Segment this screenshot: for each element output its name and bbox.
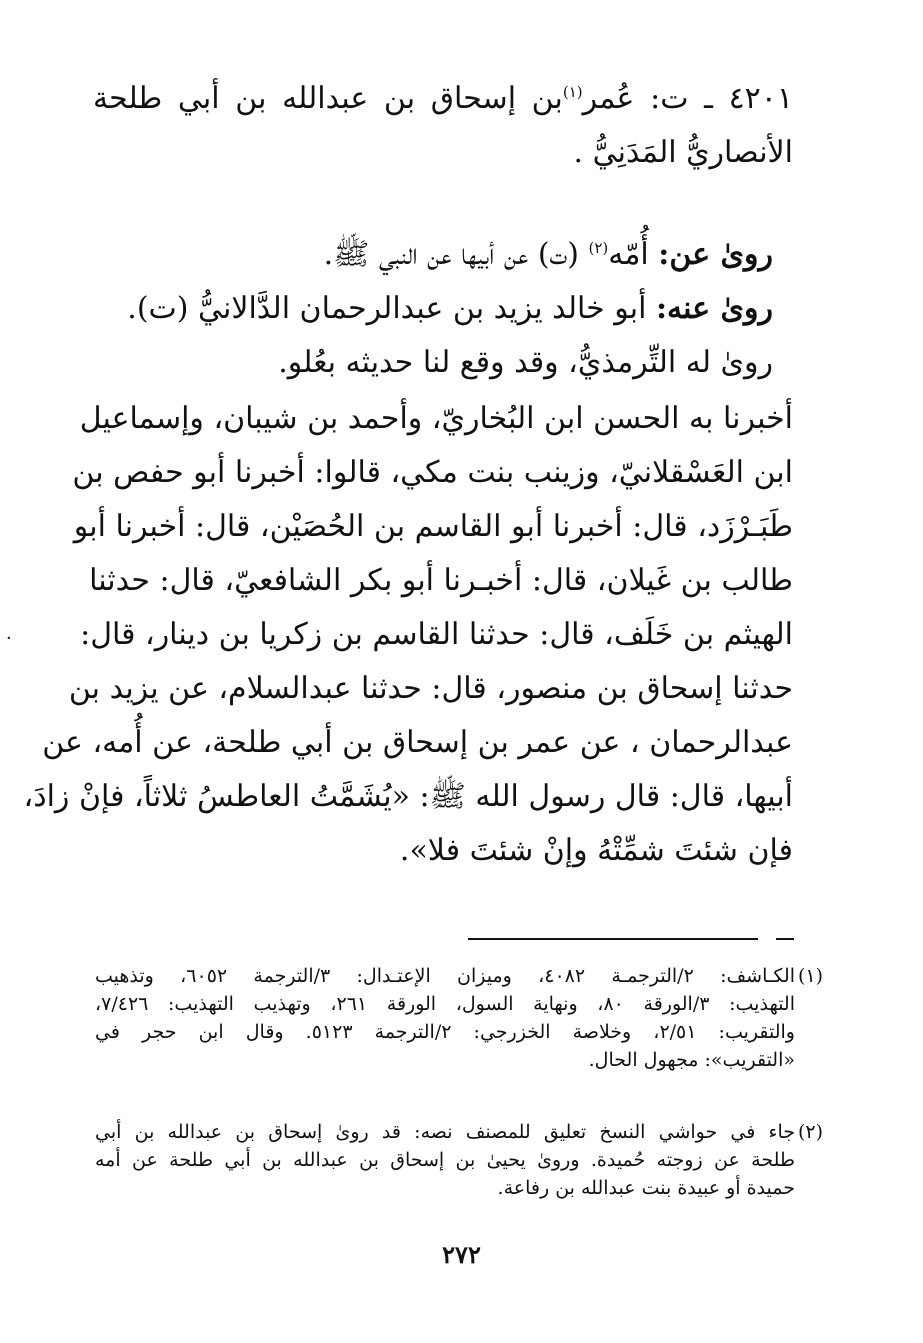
footnote-marker-2: (٢) (588, 239, 609, 257)
rawa-anhu-label: روىٰ عنه: (655, 291, 773, 326)
isnad-line: عبدالرحمان ، عن عمر بن إسحاق بن أبي طلحة، عن أُمه، عن (42, 725, 793, 760)
footnote-separator-rule (468, 938, 758, 940)
footnote-1-number: (١) (797, 965, 823, 987)
footnote-line: «التقريب»: مجهول الحال. (588, 1049, 795, 1071)
rawa-an-mother: أُمّه (608, 237, 649, 272)
isnad-line: طالب بن غَيلان، قال: أخبـرنا أبو بكر الشافعيّ، قال: حدثنا (89, 563, 793, 598)
rawa-an-line (143, 228, 773, 282)
rawa-lahu-line: روىٰ له التِّرمذيُّ، وقد وقع لنا حديثه بعُلو. (278, 345, 773, 380)
footnote-line: طلحة عن زوجته حُميدة. وروىٰ يحيىٰ بن إسحاق بن عبدالله بن أبي طلحة عن أمه (95, 1149, 795, 1171)
footnote-2-number: (٢) (797, 1121, 823, 1143)
footnote-2 (95, 1118, 795, 1202)
footnote-line: التهذيب: ٣/الورقة ٨٠، ونهاية السول، الورقة ٢٦١، وتهذيب التهذيب: ٧/٤٢٦، (95, 993, 795, 1015)
margin-dot: · (6, 628, 12, 649)
entry-nisba: الأنصاريُّ المَدَنِيُّ . (573, 135, 793, 170)
isnad-line: فإن شئتَ شمِّتْهُ وإنْ شئتَ فلا». (399, 833, 793, 868)
isnad-line: طَبَـرْزَد، قال: أخبرنا أبو القاسم بن الحُصَيْن، قال: أخبرنا أبو (73, 509, 793, 544)
footnote-1 (95, 962, 795, 1074)
isnad-line: حدثنا إسحاق بن منصور، قال: حدثنا عبدالسلام، عن يزيد بن (68, 671, 793, 706)
isnad-line: ابن العَسْقلانيّ، وزينب بنت مكي، قالوا: أخبرنا أبو حفص بن (72, 455, 793, 490)
footnote-line: حميدة أو عبيدة بنت عبدالله بن رفاعة. (497, 1177, 795, 1199)
page-number: ٢٧٢ (442, 1240, 481, 1269)
isnad-line: أخبرنا به الحسن ابن البُخاريّ، وأحمد بن شيبان، وإسماعيل (79, 401, 793, 436)
isnad-line: الهيثم بن خَلَف، قال: حدثنا القاسم بن زكريا بن دينار، قال: (80, 617, 793, 652)
footnote-marker-1: (١) (562, 83, 583, 101)
rawa-an-rest: (ت) عن أبيها عن النبي ﷺ. (323, 237, 579, 272)
isnad-line: أبيها، قال: قال رسول الله ﷺ: «يُشَمَّتُ العاطسُ ثلاثاً، فإنْ زادَ، (23, 779, 793, 814)
entry-lineage: بن إسحاق بن عبدالله بن أبي طلحة (93, 81, 563, 116)
footnote-line: الكـاشف: ٢/الترجمـة ٤٠٨٢، وميزان الإعتـدال: ٣/الترجمة ٦٠٥٢، وتذهيب (95, 965, 795, 987)
entry-number-name: ٤٢٠١ ـ ت: عُمر (582, 81, 794, 116)
footnote-line: جاء في حواشي النسخ تعليق للمصنف نصه: قد روىٰ إسحاق بن عبدالله بن أبي (95, 1121, 795, 1143)
rawa-anhu-line (127, 282, 773, 336)
narration-relations (127, 228, 773, 390)
footnote-line: والتقريب: ٢/٥١، وخلاصة الخزرجي: ٢/الترجمة ٥١٢٣. وقال ابن حجر في (95, 1021, 795, 1043)
footnote-separator-mark (776, 938, 794, 940)
isnad-paragraph (23, 392, 793, 878)
rawa-anhu-text: أبو خالد يزيد بن عبدالرحمان الدَّالانيُّ (ت). (127, 291, 647, 326)
entry-title-line (93, 72, 793, 126)
entry-heading (93, 72, 793, 180)
rawa-an-label: روىٰ عن: (658, 237, 773, 272)
